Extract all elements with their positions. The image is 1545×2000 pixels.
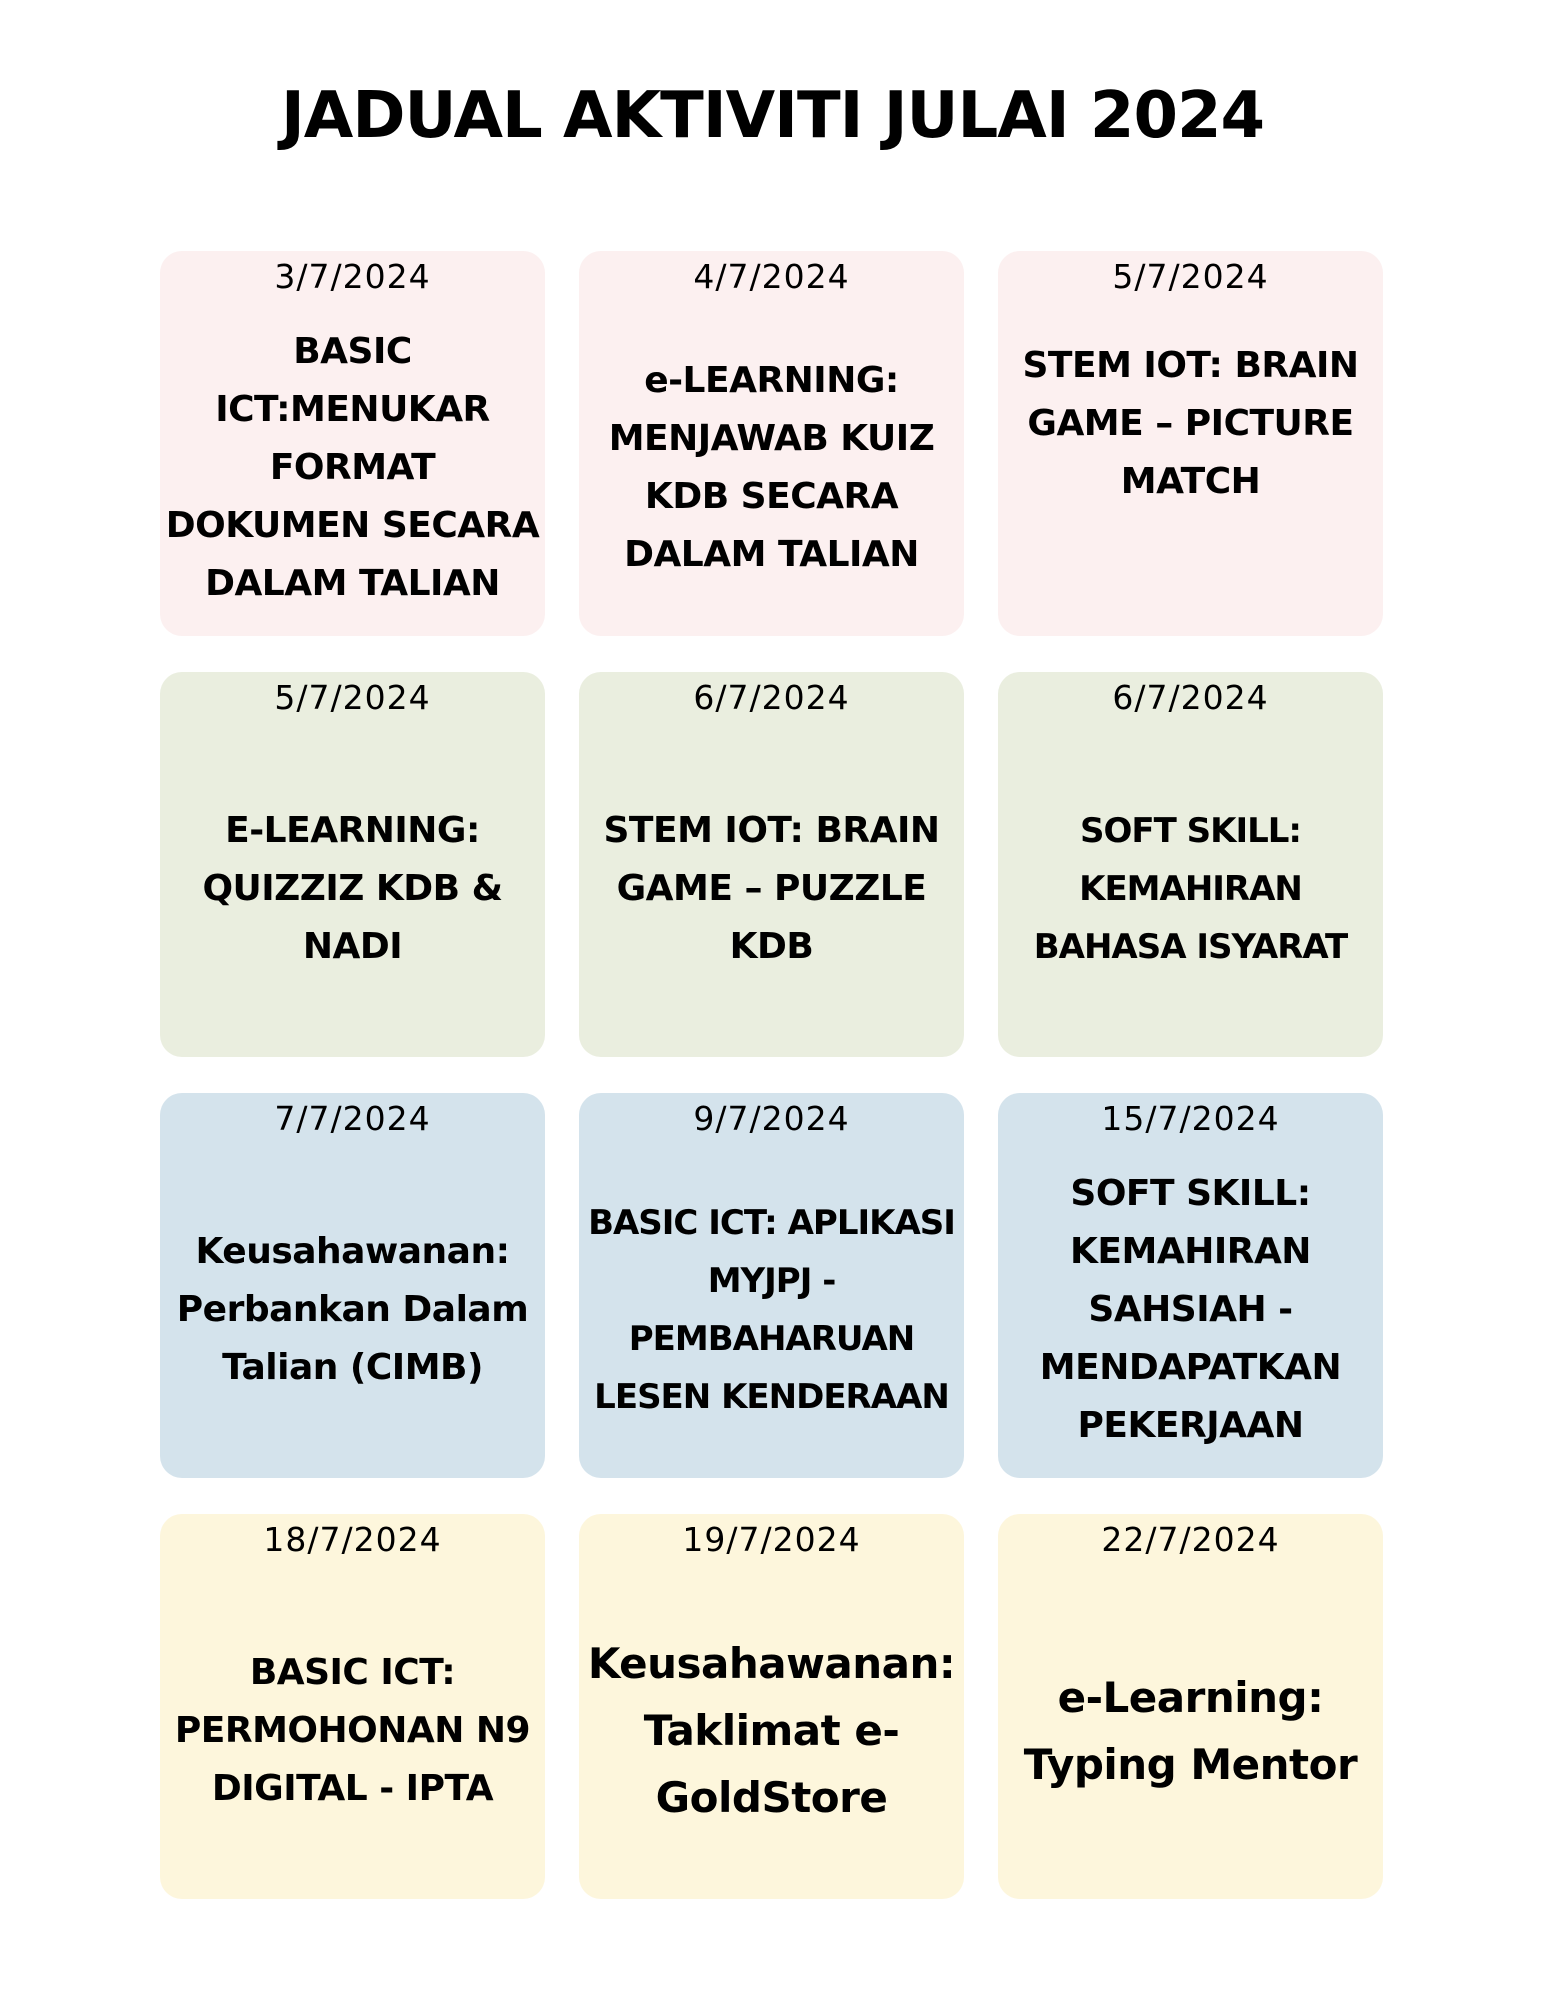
activity-date: 15/7/2024 <box>1101 1099 1280 1138</box>
activity-date: 22/7/2024 <box>1101 1520 1280 1559</box>
activity-title: SOFT SKILL: KEMAHIRAN SAHSIAH - MENDAPATKAN PEKERJAAN <box>1039 1172 1342 1446</box>
activity-title: STEM IOT: BRAIN GAME – PICTURE MATCH <box>1022 345 1359 502</box>
activity-title: BASIC ICT: PERMOHONAN N9 DIGITAL - IPTA <box>174 1651 531 1809</box>
activity-card <box>579 1093 964 1478</box>
activity-title: e-Learning: Typing Mentor <box>1023 1672 1358 1789</box>
activity-title: Keusahawanan: Perbankan Dalam Talian (CIMB) <box>176 1230 529 1388</box>
activity-card <box>160 1093 545 1478</box>
activity-card <box>998 672 1383 1057</box>
activity-card <box>998 251 1383 636</box>
activity-date: 3/7/2024 <box>274 257 431 296</box>
activity-title: Keusahawanan: Taklimat e-GoldStore <box>587 1639 956 1822</box>
activity-grid <box>160 251 1383 1899</box>
activity-date: 4/7/2024 <box>693 257 850 296</box>
activity-date: 5/7/2024 <box>1112 257 1269 296</box>
activity-card <box>160 1514 545 1899</box>
activity-date: 18/7/2024 <box>263 1520 442 1559</box>
activity-card <box>160 672 545 1057</box>
activity-title: E-LEARNING: QUIZZIZ KDB & NADI <box>202 809 503 967</box>
activity-card <box>998 1093 1383 1478</box>
activity-date: 6/7/2024 <box>1112 678 1269 717</box>
activity-title: BASIC ICT:MENUKAR FORMAT DOKUMEN SECARA DALAM TALIAN <box>165 330 540 604</box>
activity-date: 19/7/2024 <box>682 1520 861 1559</box>
activity-card <box>579 1514 964 1899</box>
activity-date: 7/7/2024 <box>274 1099 431 1138</box>
page-title: JADUAL AKTIVITI JULAI 2024 <box>280 79 1265 153</box>
activity-card <box>998 1514 1383 1899</box>
activity-card <box>579 672 964 1057</box>
activity-card <box>160 251 545 636</box>
activity-title: e-LEARNING: MENJAWAB KUIZ KDB SECARA DALAM TALIAN <box>608 359 935 575</box>
activity-date: 6/7/2024 <box>693 678 850 717</box>
activity-title: STEM IOT: BRAIN GAME – PUZZLE KDB <box>603 809 940 967</box>
activity-title: SOFT SKILL: KEMAHIRAN BAHASA ISYARAT <box>1033 810 1348 967</box>
activity-date: 9/7/2024 <box>693 1099 850 1138</box>
activity-title: BASIC ICT: APLIKASI MYJPJ - PEMBAHARUAN LESEN KENDERAAN <box>588 1202 955 1417</box>
activity-date: 5/7/2024 <box>274 678 431 717</box>
activity-card <box>579 251 964 636</box>
